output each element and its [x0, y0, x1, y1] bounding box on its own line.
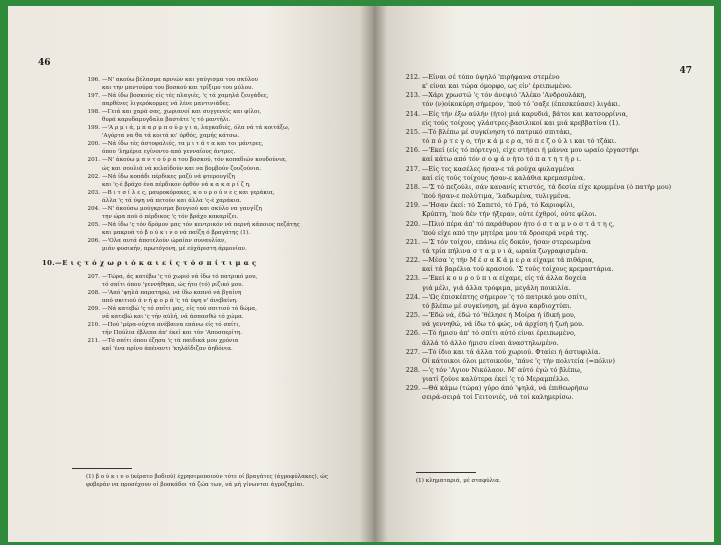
verse-line [398, 293, 702, 311]
verse-text: —Τώρα, άς κατέβω 'ς τό χωριό νά ίδω τό πατρικό μου, τό σπίτι όπου 'γεννήθηκα, ώς ήτο (τό) ριζικό μου. [102, 274, 258, 289]
verse-text: —'Α ρ μ ι ά, μ π α ρ μ π ο ύ ρ γ ι α, λαγκαδιές, όλα νά τά κοιτάξω, 'Αγόρτα να θα τά κοιτά κι' όρθός, χαμής κάτσω. [102, 125, 290, 140]
verse-line [398, 201, 702, 219]
verse-text: —Θά κάμω (τώρα) γύρο άπό 'ψηλά, νά έπιθεωρήσω σειρά-σειρά τοί Γειτονιές, νά τοί καλημερίσω. [422, 384, 589, 402]
verse-line [74, 289, 360, 305]
verse-number: 200. [87, 141, 100, 148]
verse-text: —Ν' άκούω μ α ν τ ο ύ ρ α του βοσκού, τόν κοπαδιών κουδούνια, ώς και σουλιά νά κελαϊδούν και να βομβούν ζουζούνια. [102, 157, 287, 172]
verse-line [398, 329, 702, 347]
verse-line [74, 305, 360, 321]
verse-number: 228. [405, 366, 420, 374]
verse-number: 215. [405, 127, 420, 136]
section-title: 10.—Ε ι ς τ ό χ ω ρ ι ό κ α ι ε ί ς τ ό σ π ί τ ι μ α ς [42, 259, 257, 268]
verse-text: —'Από 'ψηλά παρατηρώ, νά ίδω καπνό νά βγαίνη από σκιτιού ά ν ή φ ο ρ ά 'ς τά ύψη ν' άνεβαίνη. [102, 290, 242, 305]
verse-text: —'Ολα αυτά άποτελούν ώραίαν συναυλίαν, μιάν φυσικήν, πρωτόγονη, μέ εύχάριστη άρμονίαν. [102, 237, 247, 252]
book-spread [8, 6, 714, 542]
verse-line [74, 205, 360, 221]
footnote-rule [416, 472, 476, 473]
verse-text: —Τό ήμισυ άπ' τό σπίτι αύτό είναι έρειπωμένο, άλλά τό άλλο ήμισυ είναι άναστηλωμένο. [422, 329, 576, 347]
verse-text: —Πλιό πέρα άπ' τό παράθυρον ήτο ό σ τ α μ ν ο σ τ ά τ η ς, 'πού είχε από την μητέρα μου τά δροσερά νερά της. [422, 219, 615, 237]
verse-line [398, 146, 702, 164]
verse-line [74, 237, 360, 253]
verse-line [398, 183, 702, 201]
verse-line [74, 124, 360, 140]
verse-line [398, 384, 702, 402]
verse-text: —Νά ίδω τές άστοφαλιές, τα μ ι τ ά τ α και τοι μάντρες, όπου 'λημέρια εγίνοντο από γενναίους άντρες. [102, 141, 264, 156]
verse-number: 212. [405, 73, 420, 81]
verse-line [74, 173, 360, 189]
verse-number: 226. [405, 329, 420, 338]
verse-text: —Νά ίδω βοσκούς είς τές πλαγιές, 'ς τά χαμηλά ζευγάδες, παρθένες λιγερόκορμες νά λένε μαντινιάδες. [102, 93, 269, 108]
verse-line [74, 140, 360, 156]
verse-line [74, 321, 360, 337]
verse-line [398, 256, 702, 274]
verse-number: 216. [405, 146, 420, 155]
verse-number: 208. [87, 290, 100, 297]
verse-number: 199. [87, 125, 100, 132]
verse-text: —'Ησαν έκεί: τό Σαπετό, τό Γρά, τό Καριοφίλι, Κρύπτη, 'πού δέν τήν ήξεραν, ούτε έχθροί, ούτε φίλοι. [422, 201, 597, 219]
verse-number: 198. [87, 109, 100, 116]
verse-line [74, 273, 360, 289]
verse-line [74, 108, 360, 124]
verse-number: 197. [87, 93, 100, 100]
verse-text: —Νά ίδω 'ς τόν δρόμον μας τόν κεντρικόν νά περνή κάποιος πεζάτης και μακρυά τό β ο ύ κ ι ν ο νά παίζη ό βραγάτης (1). [102, 221, 300, 236]
verse-text: —Β ι τ σ ί λ ε ς, μαυροκόρακες, κ ο υ ρ ο ύ ν ε ς και γεράκια, άλλα 'ς τά ύψη νά πετούν και άλλα 'ς-έ χαράκια. [102, 189, 275, 204]
verse-number: 213. [405, 91, 420, 100]
right-footnote: (1) κληματαριά, μέ σταφύλια. [416, 478, 501, 484]
verse-text: —Τό βλέπω μέ συγκίνηση τό πατρικό σπιτάκι, τό π ό ρ τ ε γ ο, τήν κ ά μ ε ρ α, τό π ε ζ ο ύ λ ι και τό τζάκι. [422, 127, 617, 146]
verse-number: 203. [87, 189, 100, 196]
verse-number: 207. [87, 274, 100, 281]
verse-line [74, 189, 360, 205]
left-verses [42, 76, 360, 354]
verse-number: 224. [405, 292, 420, 301]
verse-number: 196. [87, 77, 100, 83]
verse-number: 202. [87, 173, 100, 180]
verse-text: —Πού 'μέρα-νύχτα ανέβαινα επάνω είς τό σπίτι, τήν Πούλια έβλεπα άπ' έκεί και τόν 'Αποσπερίτη. [102, 322, 243, 337]
verse-text: —'Σ τόν τοίχον, επάνω είς δοκόν, ήσαν στερεωμένα τά τρία πήλινα σ τ α μ ν ι ά, ωραία ζωγραφισμένα. [422, 237, 591, 255]
verse-line [398, 311, 702, 329]
verse-text: —Μέσα 'ς τήν Μ έ σ α Κ ά μ ε ρ α είχαμε τά πιθάρια, καί τά βαρέλια τού κρασιού. 'Σ τούς τοίχους κρεμαστάρια. [422, 256, 614, 274]
verse-number: 223. [405, 274, 420, 283]
verse-line [398, 73, 702, 91]
verse-line [398, 165, 702, 183]
verse-text: —Νά ίδω κοπάδι πέρδικες μαζύ νά φτερουγίζη και 'ς-έ βράχο ένα πέρδικον όρθόν νά κ α κ α ρ ί ζ η. [102, 173, 251, 188]
verse-line [74, 221, 360, 237]
verse-line [74, 337, 360, 353]
verse-number: 204. [87, 205, 100, 212]
verse-text: —Είναι σέ τόπο ύψηλό 'πιρήφανα στεμένο κ' είναι και τώρα όμορφο, ως είν' έρειπωμένο. [422, 73, 572, 91]
verse-line [74, 156, 360, 172]
verse-text: —'Εδώ νά, έδώ τό 'θέλησε ή Μοίρα ή ίδική μου, νά γεννηθώ, νά ίδω τό φώς, νά άρχίση ή ζωή μου. [422, 311, 584, 329]
left-page [8, 6, 374, 542]
verse-text: —Τό σπίτι όπου έζησα 'ς τά παιδικά μου χρόνια καί 'ένα πρίνο άπέναντι 'κηλάϊδιζαν άηδόνια. [102, 338, 239, 353]
verse-line [74, 76, 360, 92]
verse-number: 218. [405, 182, 420, 191]
footnote-rule [72, 468, 132, 469]
verse-line [74, 92, 360, 108]
verse-line [398, 128, 702, 146]
verse-number: 219. [405, 201, 420, 210]
verse-number: 206. [87, 237, 100, 244]
left-footnote: (1) β ο ύ κ ι ν ο (κέρατο βοδιού) έχρησιμοποιούν τότε οί βραγάτες (άγροφύλακες), ώς φοβεράν να προσέχουν οί βοσκάδοι τά ζώα των, νά μή γίνωνται άγροζημίαι. [86, 474, 328, 488]
verse-text: —Είς τες κασέλες ήσαν-ε τά ρούχα φυλαγμένα καί είς τούς τοίχους ήσαν-ε καλάθια κρεμασμένα. [422, 164, 586, 182]
verse-text: —'Εκεί κ ο υ ρ ο ύ π ι α είχαμε, είς τά άλλα δοχεία γιά μέλι, γιά άλλα τρόφιμα, μεγάλη ποικιλία. [422, 274, 587, 292]
verse-number: 201. [87, 157, 100, 164]
verse-text: —'ς τόν 'Αγιον Νικόλαον. Μ' αύτό έγώ τό βλέπω, γιατί ζούνε καλύτερα έκεί 'ς τό Μεραμπέλλο. [422, 366, 582, 384]
verse-text: —'Σ τό πεζούλι, σάν κανανίς κτιστός, τά δεσία είχε κρυμμένα (ό πατήρ μου) 'πού ήσαν-ε πολύτιμα, 'λαδωμένα, τυλιγμένα. [422, 182, 672, 201]
verse-number: 214. [405, 109, 420, 118]
verse-number: 210. [87, 322, 100, 329]
right-page [374, 6, 714, 542]
verse-text: —Νά κατεβώ 'ς τό σπίτι μας, είς τού σπιτιού τό δώμα, νά κατεβώ και 'ς τήν αύλή, νά άσπασθώ τό χώμα. [102, 306, 257, 321]
verse-number: 205. [87, 221, 100, 228]
verse-line [398, 91, 702, 109]
verse-line [398, 366, 702, 384]
page-number-right: 47 [679, 66, 692, 76]
verse-number: 220. [405, 219, 420, 228]
verse-text: —Χάρι χρωστώ 'ς τόν άνεψιό 'Αλέκο 'Ανδρουλάκη, τόν (ν)οίκοκύρη σήμερον, 'πού τό 'σαξε (έπεσκεύασε) λιγάκι. [422, 91, 621, 109]
verse-number: 222. [405, 256, 420, 265]
verse-line [398, 348, 702, 366]
verse-text: —Τό ίδιο και τά άλλα τού χωριού. Φταίει ή άστυφιλία. Οί κάτοικοι όλοι μετοικούν, 'πάνε 'ς τήν πολιτεία (=πόλιν) [422, 347, 615, 365]
verse-text: —Ν' άκούσω μούγκρισμα βουγιού και σκύλο να γαυγίζη την ώρα πού ό πέρδικος 'ς τόν βράχο κακαρίζει. [102, 205, 262, 220]
verse-text: —'Ως έπισκέπτης σήμερον 'ς τό πατρικό μου σπίτι, τό βλέπω μέ συγκίνηση, μέ άγνο καρδιοχτύπι. [422, 292, 588, 310]
verse-number: 217. [405, 164, 420, 173]
verse-number: 227. [405, 347, 420, 356]
verse-text: —Ν' ακούω βέλασμα αρνιών και γαύγισμα του σκύλου και την μαντούρα του βοσκού και τρίξιμο του μύλου. [102, 77, 259, 92]
verse-text: —'Εκεί (είς τό πόρτεγο), είχε στήσει ή μάννα μου ωραίο έργαστήρι καί κάτω από τόν σ ο φ ά ν ήτο τό π α τ η τ ή ρ ι. [422, 146, 640, 164]
verse-number: 229. [405, 384, 420, 393]
verse-number: 221. [405, 237, 420, 246]
verse-line [398, 220, 702, 238]
verse-line [398, 110, 702, 128]
verse-text: —Είς τήν έξω αύλήν (ήτο) μιά καρυδιά, βάτοι και κατσορρίνια, είς τούς τοίχους γλάστρες-βασιλικοί και μιά κρεββατίνα (1). [422, 109, 629, 127]
verse-line [398, 274, 702, 292]
page-number-left: 46 [38, 58, 51, 68]
verse-line [398, 238, 702, 256]
verse-number: 209. [87, 306, 100, 313]
verse-text: —Γειά και χαρά σας, χωριανοί και συγγενείς και φίλοι, θυρά καρυδαμυγδαλα βαστάτε 'ς τό μαντήλι. [102, 109, 262, 124]
left-footnote-block [72, 462, 344, 489]
right-footnote-block [416, 466, 676, 485]
verse-number: 225. [405, 311, 420, 320]
verse-number: 211. [87, 338, 100, 345]
right-verses [398, 73, 702, 403]
